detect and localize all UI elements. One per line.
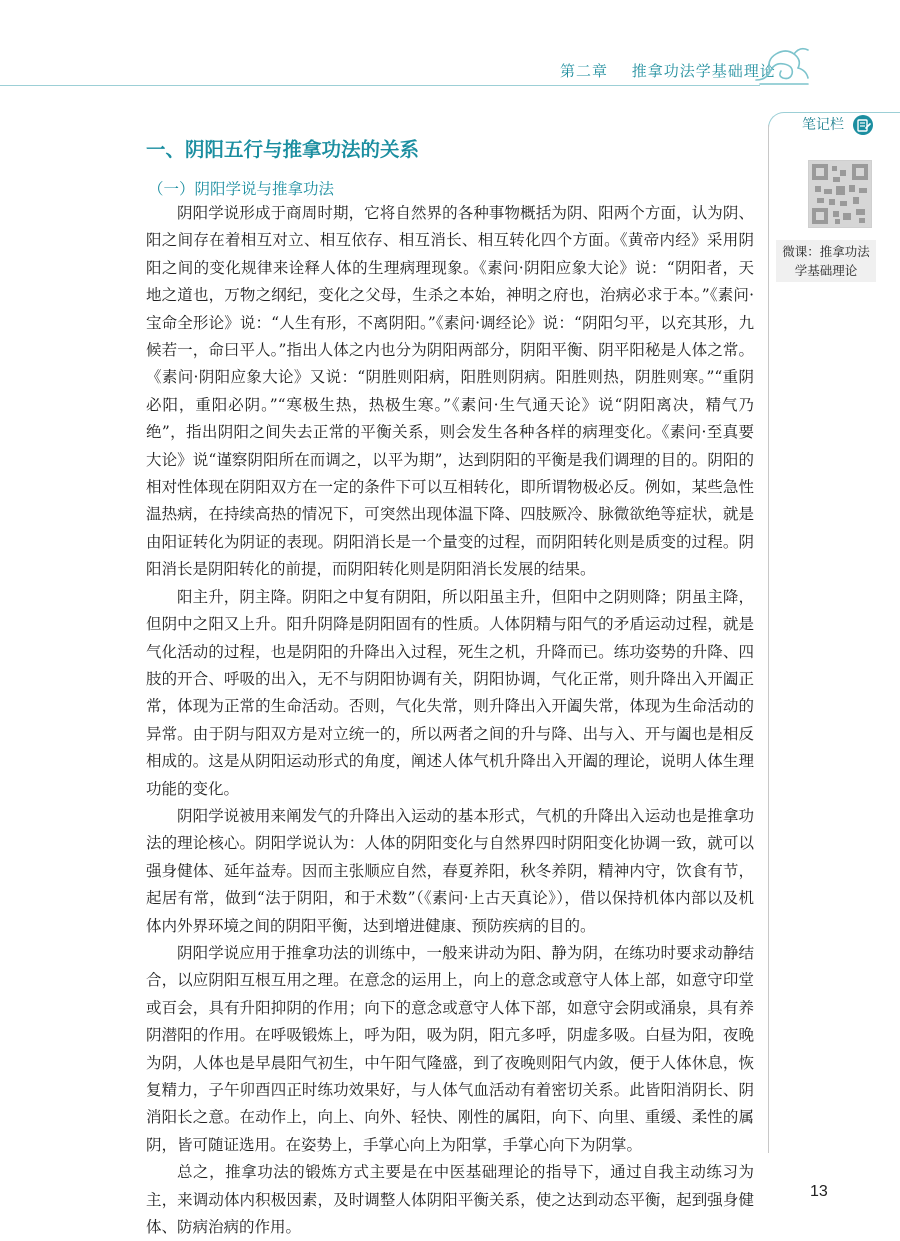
running-header — [560, 60, 776, 81]
section-title: 一、阴阳五行与推拿功法的关系 — [146, 138, 420, 161]
paragraph: 总之，推拿功法的锻炼方式主要是在中医基础理论的指导下，通过自我主动练习为主，来调动体内积极因素，及时调整人体阴阳平衡关系，使之达到动态平衡，起到强身健体、防病治病的作用。 — [146, 1163, 754, 1237]
header-rule — [0, 85, 760, 86]
cloud-ornament-icon — [752, 40, 812, 86]
header-chapter: 第二章 — [560, 62, 609, 80]
paragraph: 阴阳学说应用于推拿功法的训练中，一般来讲动为阳、静为阴，在练功时要求动静结合，以应阴阳互根互用之理。在意念的运用上，向上的意念或意守人体上部，如意守印堂或百会，具有升阳抑阴的作用；向下的意念或意守人体下部，如意守会阴或涌泉，具有养阴潜阳的作用。在呼吸锻炼上，呼为阳，吸为阴，阳亢多呼，阴虚多吸。白昼为阳，夜晚为阴，人体也是早晨阳气初生，中午阳气隆盛，到了夜晚则阳气内敛，便于人体休息，恢复精力，子午卯酉四正时练功效果好，与人体气血活动有着密切关系。此皆阳消阴长、阴消阳长之意。在动作上，向上、向外、轻快、刚性的属阳，向下、向里、重缓、柔性的属阴，皆可随证选用。在姿势上，手掌心向上为阳掌，手掌心向下为阴掌。 — [146, 943, 754, 1154]
subsection-title: （一）阴阳学说与推拿功法 — [148, 180, 335, 198]
qr-caption: 微课：推拿功法学基础理论 — [776, 240, 876, 282]
notebook-icon — [852, 114, 874, 136]
paragraph: 阳主升，阴主降。阴阳之中复有阴阳，所以阳虽主升，但阳中之阴则降；阴虽主降，但阴中之阳又上升。阳升阴降是阴阳固有的性质。人体阴精与阳气的矛盾运动过程，就是气化活动的过程，也是阴阳的升降出入过程，死生之机，升降而已。练功姿势的升降、四肢的开合、呼吸的出入，无不与阴阳协调有关，阴阳协调，气化正常，则升降出入开阖正常，体现为正常的生命活动。否则，气化失常，则升降出入开阖失常，体现为生命活动的异常。由于阴与阳双方是对立统一的，所以两者之间的升与降、出与入、开与阖也是相反相成的。这是从阴阳运动形式的角度，阐述人体气机升降出入开阖的理论，说明人体生理功能的变化。 — [146, 587, 754, 798]
paragraph: 阴阳学说被用来阐发气的升降出入运动的基本形式，气机的升降出入运动也是推拿功法的理论核心。阴阳学说认为：人体的阴阳变化与自然界四时阴阳变化协调一致，就可以强身健体、延年益寿。因而主张顺应自然，春夏养阳，秋冬养阴，精神内守，饮食有节，起居有常，做到“法于阴阳，和于术数”（《素问·上古天真论》），借以保持机体内部以及机体内外界环境之间的阴阳平衡，达到增进健康、预防疾病的目的。 — [146, 806, 754, 935]
body-text — [146, 200, 754, 1241]
qr-code-image[interactable] — [808, 160, 872, 228]
note-bar-rule — [768, 125, 769, 1153]
header-chapter-title: 推拿功法学基础理论 — [631, 62, 776, 80]
qr-code-icon — [809, 161, 871, 227]
note-bar-label: 笔记栏 — [798, 114, 848, 134]
page-number: 13 — [810, 1183, 828, 1200]
paragraph: 阴阳学说形成于商周时期，它将自然界的各种事物概括为阴、阳两个方面，认为阴、阳之间存在着相互对立、相互依存、相互消长、相互转化四个方面。《黄帝内经》采用阴阳之间的变化规律来诠释人体的生理病理现象。《素问·阴阳应象大论》说：“阴阳者，天地之道也，万物之纲纪，变化之父母，生杀之本始，神明之府也，治病必求于本。”《素问·宝命全形论》说：“人生有形，不离阴阳。”《素问·调经论》说：“阴阳匀平，以充其形，九候若一，命曰平人。”指出人体之内也分为阴阳两部分，阴阳平衡、阴平阳秘是人体之常。《素问·阴阳应象大论》又说：“阴胜则阳病，阳胜则阴病。阳胜则热，阴胜则寒。”“重阴必阳，重阳必阴。”“寒极生热，热极生寒。”《素问·生气通天论》说“阴阳离决，精气乃绝”，指出阴阳之间失去正常的平衡关系，则会发生各种各样的病理变化。《素问·至真要大论》说“谨察阴阳所在而调之，以平为期”，达到阴阳的平衡是我们调理的目的。阴阳的相对性体现在阴阳双方在一定的条件下可以互相转化，即所谓物极必反。例如，某些急性温热病，在持续高热的情况下，可突然出现体温下降、四肢厥冷、脉微欲绝等症状，就是由阳证转化为阴证的表现。阴阳消长是一个量变的过程，而阴阳转化则是质变的过程。阴阳消长是阴阳转化的前提，而阴阳转化则是阴阳消长发展的结果。 — [146, 204, 754, 579]
